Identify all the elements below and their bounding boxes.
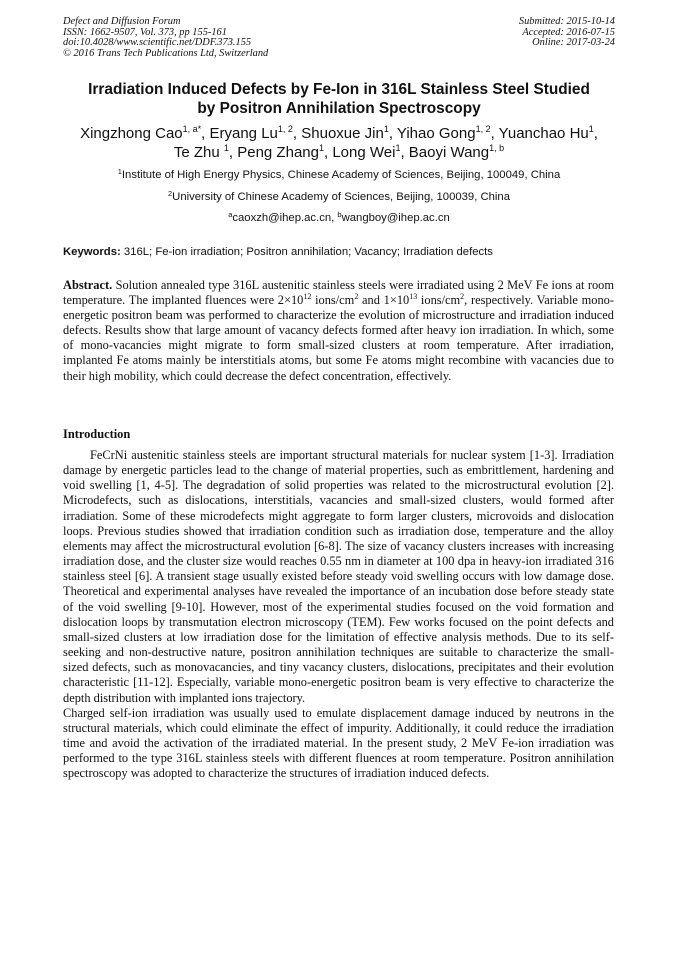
paragraph: Charged self-ion irradiation was usually used to emulate displacement damage induced by neutrons in the structural materials, which could eliminate the effect of impurity. Additionally, it could reduce the irradiation time and avoid the activation of the irradiated material. In the present study, 2 MeV Fe-ion irradiation was performed to the type 316L stainless steels with different fluences at room temperature. Positron annihilation spectroscopy was adopted to characterize the structures of irradiation induced defects. bbox=[63, 705, 614, 781]
author-name: Xingzhong Cao bbox=[80, 125, 183, 142]
title-line-1: Irradiation Induced Defects by Fe-Ion in 316L Stainless Steel Studied bbox=[88, 81, 590, 98]
author-name: Eryang Lu bbox=[209, 125, 278, 142]
paragraph: FeCrNi austenitic stainless steels are important structural materials for nuclear system [1-3]. Irradiation damage by energetic particles lead to the change of material properties, such as embrittlement, hardening and void swelling [1, 4-5]. The degradation of solid properties was related to the microstructural evolution [2]. Microdefects, such as dislocations, interstitials, vacancies and small-sized clusters, would formed after irradiation. Some of these microdefects might aggregate to form larger clusters, microvoids and dislocation loops. Previous studies showed that irradiation condition such as irradiation dose, temperature and the alloy elements may affect the microstructural evolution [6-8]. The size of vacancy clusters increases with increasing irradiation dose, and the cluster size would reaches 0.55 nm in diameter at 100 dpa in heavy-ion irradiated 316 stainless steel [6]. A transient stage usually existed before steady void swelling occurs with low damage dose. Theoretical and experimental analyses have revealed the importance of an incubation dose before steady state of the void swelling [9-10]. However, most of the experimental studies focused on the void formation and dislocation loops by transmutation electron microscopy (TEM). Few works focused on the point defects and small-sized clusters at low irradiation dose for the limitation of effective analysis methods. Due to its self-seeking and non-destructive nature, positron annihilation techniques are suitable to characterize the small-sized defects, such as monovacancies, and tiny vacancy clusters, dislocations, precipitates and their evolution characteristic [11-12]. Especially, variable mono-energetic positron beam is very effective to characterize the depth distribution with implanted ions trajectory. bbox=[63, 448, 614, 705]
affiliation-1 bbox=[30, 168, 648, 182]
author-name: Yuanchao Hu bbox=[498, 125, 589, 142]
paper-title bbox=[40, 80, 638, 118]
exponent: 2 bbox=[354, 292, 359, 302]
keywords-label: Keywords: bbox=[63, 246, 121, 258]
submitted-date: Submitted: 2015-10-14 bbox=[518, 16, 615, 27]
abstract-text: and 1×10 bbox=[358, 293, 410, 308]
email-mark: b bbox=[337, 210, 342, 219]
author-name: Te Zhu bbox=[173, 144, 220, 161]
doi: doi:10.4028/www.scientific.net/DDF.373.155 bbox=[63, 37, 252, 49]
author-line-1: Xingzhong Cao$^{1, a*}$, Eryang Lu$^{1, 2}$, Shuoxue Jin$^1$, Yihao Gong$^{1, 2}$, Yuanchao Hu$^1$, bbox=[80, 124, 598, 142]
author-name: Peng Zhang bbox=[237, 144, 319, 161]
title-line-2: by Positron Annihilation Spectroscopy bbox=[197, 100, 481, 117]
author-name: Yihao Gong bbox=[396, 125, 476, 142]
keywords-text: 316L; Fe-ion irradiation; Positron annihilation; Vacancy; Irradiation defects bbox=[123, 246, 493, 258]
abstract-text: ions/cm bbox=[311, 293, 355, 308]
affiliation-text: University of Chinese Academy of Sciences, Beijing, 100039, China bbox=[172, 191, 510, 203]
copyright: © 2016 Trans Tech Publications Ltd, Switzerland bbox=[63, 47, 269, 59]
exponent: 2 bbox=[460, 292, 465, 302]
affiliation-number: 2 bbox=[167, 189, 173, 198]
affiliation-number: 1 bbox=[117, 167, 122, 176]
section-heading-introduction: Introduction bbox=[63, 427, 131, 441]
exponent: 13 bbox=[409, 292, 418, 302]
page-header bbox=[63, 17, 615, 59]
journal-name: Defect and Diffusion Forum bbox=[63, 16, 181, 27]
author-affiliation-mark: 1 bbox=[588, 124, 594, 134]
author-name: Long Wei bbox=[332, 144, 396, 161]
author-affiliation-mark: 1, b bbox=[489, 143, 505, 153]
author-affiliation-mark: 1, 2 bbox=[277, 124, 293, 134]
author-affiliation-mark: 1 bbox=[318, 143, 324, 153]
accepted-date: Accepted: 2016-07-15 bbox=[522, 26, 615, 38]
author-affiliation-mark: 1 bbox=[223, 143, 229, 153]
email-link-a[interactable]: caoxzh@ihep.ac.cn, bbox=[232, 212, 335, 224]
abstract-text: , respectively. Variable mono-energetic positron beam was performed to characterize the evolution of microstructure and irradiation induced defects. Results show that large amount of vacancy defects formed after heavy ion irradiation. In which, some of mono-vacancies might migrate to form small-sized clusters at room temperature. After irradiation, implanted Fe atoms mainly be interstitials atoms, but some Fe atoms might recombine with vacancies due to their high mobility, which could decrease the defect concentration, effectively. bbox=[63, 293, 614, 383]
author-line-2: Te Zhu $^1$, Peng Zhang$^1$, Long Wei$^1$, Baoyi Wang$^{1, b}$ bbox=[173, 143, 505, 161]
affiliation-text: Institute of High Energy Physics, Chinese Academy of Sciences, Beijing, 100049, China bbox=[121, 169, 561, 181]
author-affiliation-mark: 1 bbox=[383, 124, 389, 134]
email-link-b[interactable]: wangboy@ihep.ac.cn bbox=[341, 212, 450, 224]
issn: ISSN: 1662-9507, Vol. 373, pp 155-161 bbox=[63, 26, 227, 38]
author-list bbox=[30, 124, 648, 162]
abstract-text: Solution annealed type 316L austenitic stainless steels were irradiated using 2 MeV Fe ions at room temperature. The implanted fluences were 2×10 bbox=[63, 278, 614, 308]
abstract-text: ions/cm bbox=[417, 293, 461, 308]
emails bbox=[30, 211, 648, 225]
abstract-label: Abstract. bbox=[63, 278, 113, 292]
online-date: Online: 2017-03-24 bbox=[532, 37, 615, 49]
abstract bbox=[63, 278, 614, 384]
author-affiliation-mark: 1, a* bbox=[182, 124, 202, 134]
journal-info bbox=[63, 17, 268, 59]
author-name: Baoyi Wang bbox=[408, 144, 490, 161]
introduction-body bbox=[63, 448, 614, 781]
author-affiliation-mark: 1, 2 bbox=[475, 124, 491, 134]
email-mark: a bbox=[228, 210, 233, 219]
author-name: Shuoxue Jin bbox=[301, 125, 384, 142]
exponent: 12 bbox=[303, 292, 312, 302]
keywords bbox=[63, 246, 623, 258]
affiliation-2 bbox=[30, 190, 648, 204]
dates-info bbox=[519, 17, 615, 49]
author-affiliation-mark: 1 bbox=[395, 143, 401, 153]
